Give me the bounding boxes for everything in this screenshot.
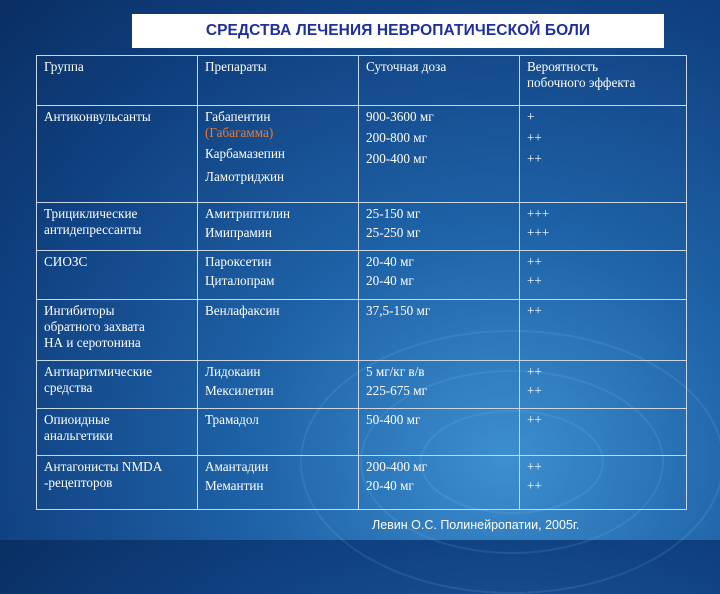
header-dose: Суточная доза — [359, 56, 520, 106]
dose-cell: 50-400 мг — [359, 409, 520, 456]
group-cell: Антиаритмические средства — [37, 361, 198, 409]
drugs-cell: Трамадол — [198, 409, 359, 456]
table-row — [37, 203, 687, 251]
table-row — [37, 106, 687, 203]
table-header-row — [37, 56, 687, 106]
table-row — [37, 409, 687, 456]
drugs-cell: Амантадин Мемантин — [198, 456, 359, 510]
table-row — [37, 456, 687, 510]
slide-title-box — [132, 14, 664, 48]
dose-cell: 900-3600 мг 200-800 мг 200-400 мг — [359, 106, 520, 203]
effect-cell: ++ ++ — [520, 251, 687, 300]
dose-cell: 5 мг/кг в/в 225-675 мг — [359, 361, 520, 409]
table-row — [37, 251, 687, 300]
effect-cell: ++ ++ — [520, 361, 687, 409]
table-row — [37, 300, 687, 361]
header-side-effects: Вероятность побочного эффекта — [520, 56, 687, 106]
header-drugs: Препараты — [198, 56, 359, 106]
effect-cell: + ++ ++ — [520, 106, 687, 203]
table-row — [37, 361, 687, 409]
source-citation: Левин О.С. Полинейропатии, 2005г. — [372, 518, 580, 532]
drugs-cell: Лидокаин Мексилетин — [198, 361, 359, 409]
group-cell: Трициклические антидепрессанты — [37, 203, 198, 251]
dose-cell: 20-40 мг 20-40 мг — [359, 251, 520, 300]
drugs-cell: Амитриптилин Имипрамин — [198, 203, 359, 251]
group-cell: Антиконвульсанты — [37, 106, 198, 203]
drug-table — [36, 55, 687, 510]
dose-cell: 37,5-150 мг — [359, 300, 520, 361]
group-cell: СИОЗС — [37, 251, 198, 300]
highlighted-drug: (Габагамма) — [205, 125, 274, 140]
effect-cell: ++ ++ — [520, 456, 687, 510]
effect-cell: +++ +++ — [520, 203, 687, 251]
slide-title: СРЕДСТВА ЛЕЧЕНИЯ НЕВРОПАТИЧЕСКОЙ БОЛИ — [205, 22, 591, 39]
header-group: Группа — [37, 56, 198, 106]
group-cell: Опиоидные анальгетики — [37, 409, 198, 456]
drugs-cell: Габапентин (Габагамма) Карбамазепин Ламотриджин — [198, 106, 359, 203]
dose-cell: 25-150 мг 25-250 мг — [359, 203, 520, 251]
effect-cell: ++ — [520, 409, 687, 456]
effect-cell: ++ — [520, 300, 687, 361]
drugs-cell: Пароксетин Циталопрам — [198, 251, 359, 300]
group-cell: Ингибиторы обратного захвата НА и серотонина — [37, 300, 198, 361]
group-cell: Антагонисты NMDA -рецепторов — [37, 456, 198, 510]
drugs-cell: Венлафаксин — [198, 300, 359, 361]
dose-cell: 200-400 мг 20-40 мг — [359, 456, 520, 510]
